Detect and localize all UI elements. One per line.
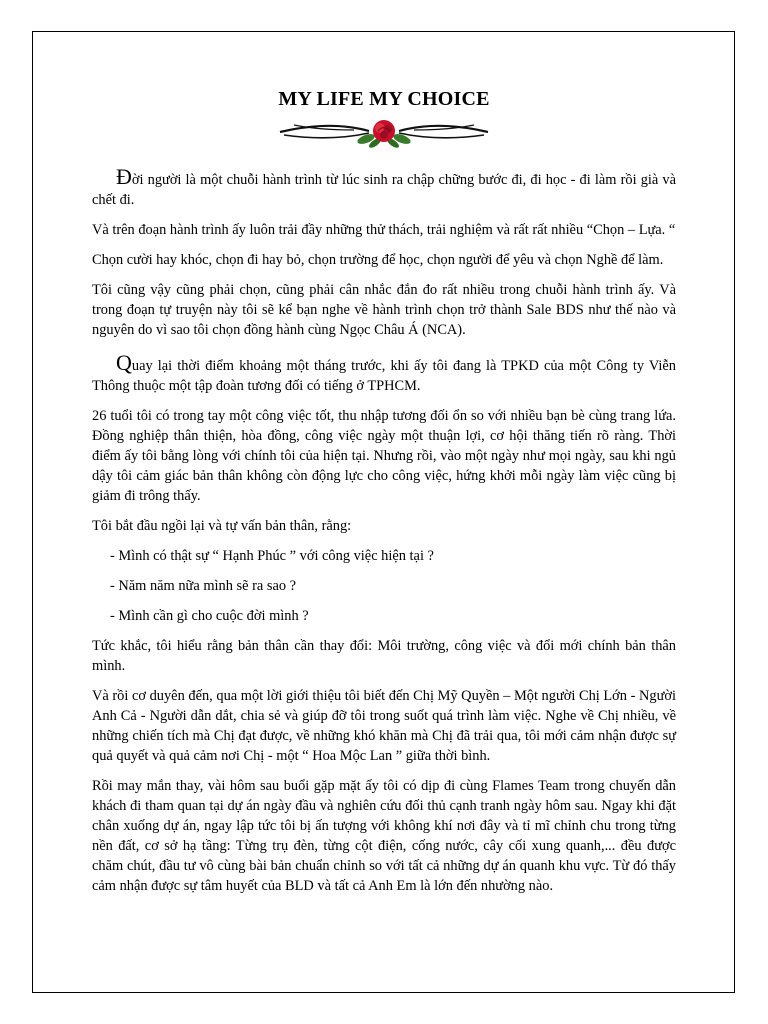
dropcap-letter: Q [116,350,132,375]
paragraph: Tôi bắt đầu ngồi lại và tự vấn bản thân, rằng: [92,518,352,534]
rose-flourish-icon [274,116,494,148]
section-two-paragraph [92,350,676,396]
paragraph: Rồi may mắn thay, vài hôm sau buổi gặp mặt ấy tôi có dịp đi cùng Flames Team trong chuyến dẫn khách đi tham quan tại dự án ngày đầu và nghiên cứu đối thủ cạnh tranh ngày hôm sau. Ngay khi đặt chân xuống dự án, ngay lập tức tôi bị ấn tượng với không khí nơi đây và tỉ mĩ chỉnh chu trong từng nền đất, cơ sở hạ tầng: Từng trụ đèn, từng cột điện, cống nước, cây cối xung quanh,... đều được chăm chút, đầu tư vô cùng bài bản chuẩn chỉnh so với tất cả những dự án quanh khu vực. Từ đó thấy cảm nhận được sự tâm huyết của BLD và tất cả Anh Em là lớn đến nhường nào. [92,778,676,894]
question-item: - Năm năm nữa mình sẽ ra sao ? [110,578,297,594]
dropcap-letter: Đ [116,164,132,189]
section-two-text: uay lại thời điểm khoảng một tháng trước, khi ấy tôi đang là TPKD của một Công ty Viễn Thông thuộc một tập đoàn tương đối có tiếng ở TPHCM. [92,358,676,394]
document-body [92,84,676,906]
intro-text: ời người là một chuỗi hành trình từ lúc sinh ra chập chững bước đi, đi học - đi làm rồi già và chết đi. [92,172,676,208]
question-list [92,546,676,626]
paragraph: Tức khắc, tôi hiểu rằng bản thân cần thay đổi: Môi trường, công việc và đổi mới chính bản thân mình. [92,638,676,674]
paragraph: Và rồi cơ duyên đến, qua một lời giới thiệu tôi biết đến Chị Mỹ Quyền – Một người Chị Lớn - Người Anh Cả - Người dẫn dắt, chia sẻ và giúp đỡ tôi trong suốt quá trình làm việc. Nghe về Chị nhiều, về những chiến tích mà Chị đạt được, về những khó khăn mà Chị đã trải qua, tôi mới cảm nhận được sự quả quyết và quả cảm nơi Chị - một “ Hoa Mộc Lan ” giữa thời bình. [92,688,676,764]
paragraph: 26 tuổi tôi có trong tay một công việc tốt, thu nhập tương đối ổn so với nhiều bạn bè cùng trang lứa. Đồng nghiệp thân thiện, hòa đồng, công việc ngày một thuận lợi, cơ hội thăng tiến rõ ràng. Thời điểm ấy tôi bằng lòng với chính tôi của hiện tại. Nhưng rồi, vào một ngày như mọi ngày, sau khi ngủ dậy tôi cảm giác bản thân không còn động lực cho công việc, hứng khởi mỗi ngày làm việc cũng bị giảm đi trông thấy. [92,408,676,504]
question-item: - Mình cần gì cho cuộc đời mình ? [110,608,309,624]
intro-paragraph [92,164,676,210]
question-item: - Mình có thật sự “ Hạnh Phúc ” với công việc hiện tại ? [110,548,434,564]
paragraph: Chọn cười hay khóc, chọn đi hay bỏ, chọn trường để học, chọn người để yêu và chọn Nghề để làm. [92,252,664,268]
paragraph: Và trên đoạn hành trình ấy luôn trải đầy những thử thách, trải nghiệm và rất rất nhiều “Chọn – Lựa. “ [92,222,676,238]
document-title: MY LIFE MY CHOICE [278,88,490,110]
paragraph: Tôi cũng vậy cũng phải chọn, cũng phải cân nhắc đắn đo rất nhiều trong chuỗi hành trình ấy. Và trong đoạn tự truyện này tôi sẽ kể bạn nghe về hành trình chọn trở thành Sale BDS như thế nào và nguyên do vì sao tôi chọn đồng hành cùng Ngọc Châu Á (NCA). [92,282,676,338]
